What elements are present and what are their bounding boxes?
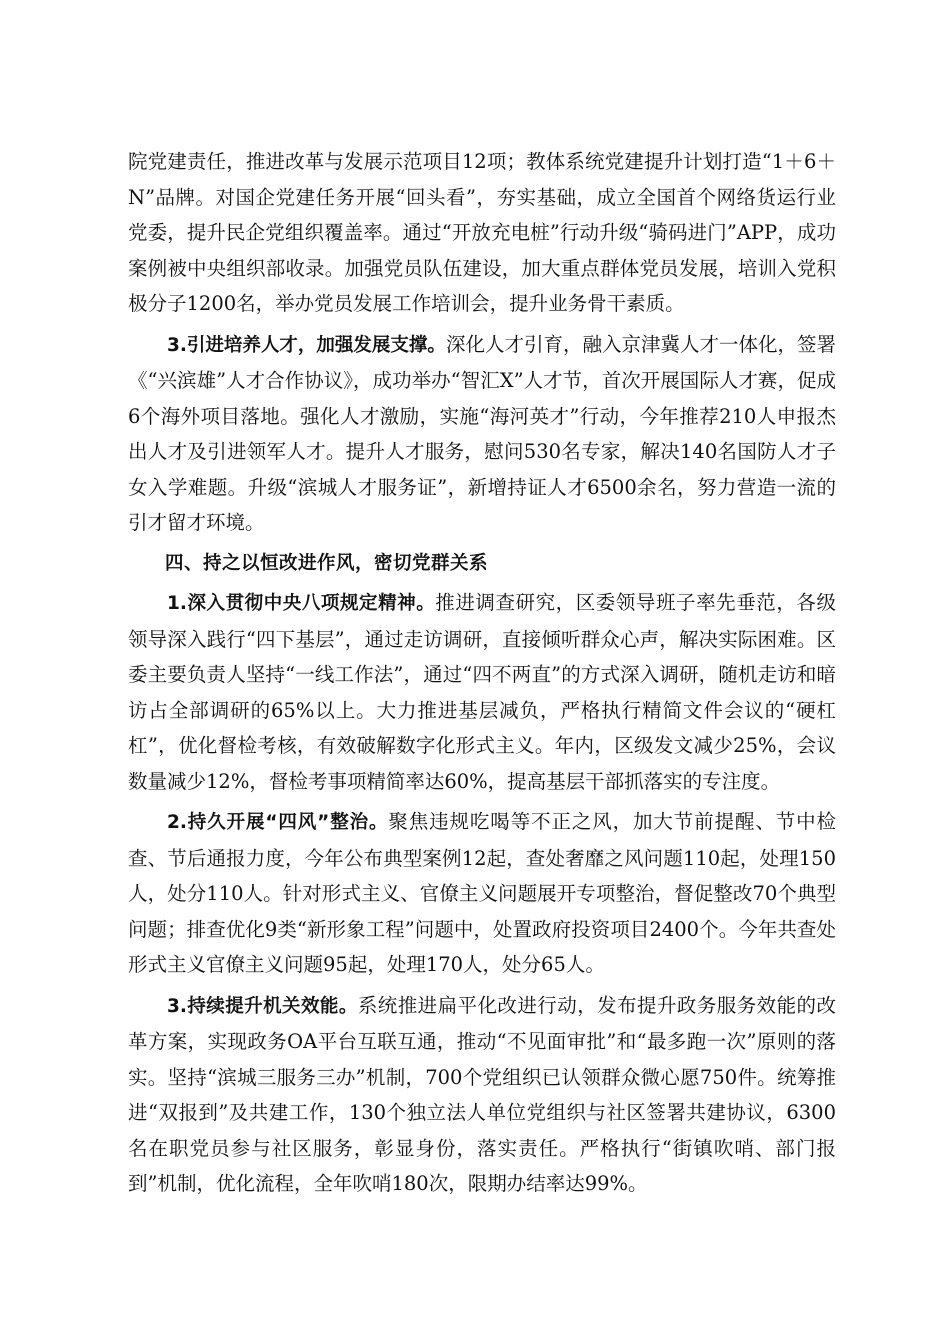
paragraph-efficiency [128, 988, 836, 1202]
paragraph-lead-four-winds: 2.持久开展“四风”整治。 [167, 812, 389, 833]
paragraph-lead-eight-rules: 1.深入贯彻中央八项规定精神。 [167, 593, 436, 614]
paragraph-party-building-continued: 院党建责任，推进改革与发展示范项目12项；教体系统党建提升计划打造“1＋6＋N”品牌。对国企党建任务开展“回头看”，夯实基础，成立全国首个网络货运行业党委，提升民企党组织覆盖率。通过“开放充电桩”行动升级“骑码进门”APP，成功案例被中央组织部收录。加强党员队伍建设，加大重点群体党员发展，培训入党积极分子1200名，举办党员发展工作培训会，提升业务骨干素质。 [128, 150, 836, 315]
paragraph-body-talent: 深化人才引育，融入京津冀人才一体化，签署《“兴滨雄”人才合作协议》，成功举办“智汇X”人才节，首次开展国际人才赛，促成6个海外项目落地。强化人才激励，实施“海河英才”行动，今年推荐210人申报杰出人才及引进领军人才。提升人才服务，慰问530名专家，解决140名国防人才子女入学难题。升级“滨城人才服务证”，新增持证人才6500余名，努力营造一流的引才留才环境。 [128, 332, 836, 534]
paragraph-body-four-winds: 聚焦违规吃喝等不正之风，加大节前提醒、节中检查、节后通报力度，今年公布典型案例12起，查处奢靡之风问题110起，处理150人，处分110人。针对形式主义、官僚主义问题展开专项整治，督促整改70个典型问题；排查优化9类“新形象工程”问题中，处置政府投资项目2400个。今年共查处形式主义官僚主义问题95起，处理170人，处分65人。 [128, 810, 836, 976]
section-heading-4: 四、持之以恒改进作风，密切党群关系 [165, 552, 489, 574]
document-body [128, 144, 836, 1207]
paragraph-lead-talent: 3.引进培养人才，加强发展支撑。 [167, 334, 446, 356]
paragraph-body-efficiency: 系统推进扁平化改进行动，发布提升政务服务效能的改革方案，实现政务OA平台互联互通，推动“不见面审批”和“最多跑一次”原则的落实。坚持“滨城三服务三办”机制，700个党组织已认领群众微心愿750件。统筹推进“双报到”及共建工作，130个独立法人单位党组织与社区签署共建协议，6300名在职党员参与社区服务，彰显身份，落实责任。严格执行“街镇吹哨、部门报到”机制，优化流程，全年吹哨180次，限期办结率达99%。 [128, 993, 836, 1195]
paragraph-body-eight-rules: 推进调查研究，区委领导班子率先垂范，各级领导深入践行“四下基层”，通过走访调研，直接倾听群众心声，解决实际困难。区委主要负责人坚持“一线工作法”，通过“四不两直”的方式深入调研，随机走访和暗访占全部调研的65%以上。大力推进基层减负，严格执行精简文件会议的“硬杠杠”，优化督检考核，有效破解数字化形式主义。年内，区级发文减少25%，会议数量减少12%，督检考事项精简率达60%，提高基层干部抓落实的专注度。 [128, 591, 836, 793]
paragraph-four-winds [128, 804, 836, 983]
paragraph-eight-rules [128, 585, 836, 799]
paragraph-lead-efficiency: 3.持续提升机关效能。 [167, 995, 358, 1017]
paragraph-talent [128, 327, 836, 541]
